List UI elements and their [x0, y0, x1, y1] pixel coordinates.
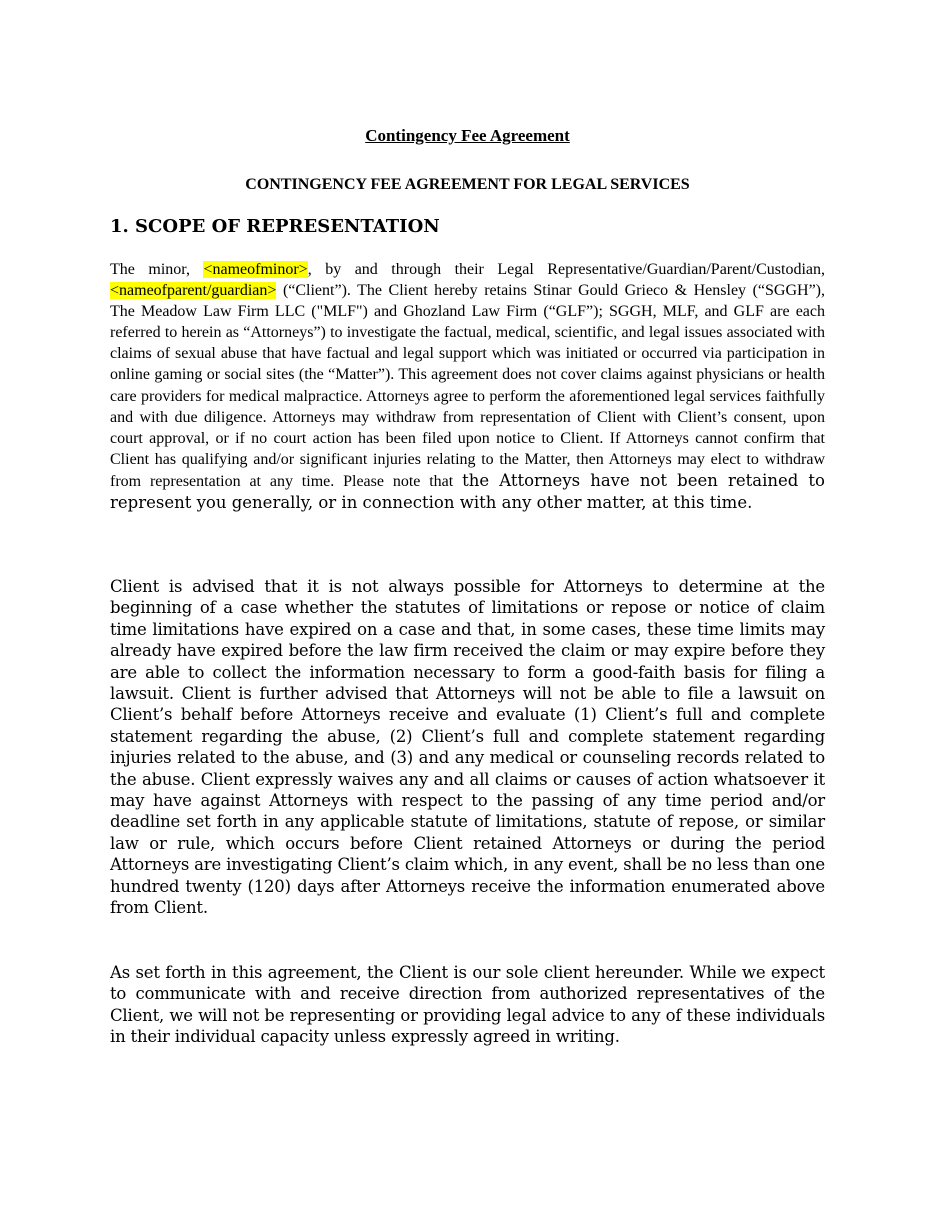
- paragraph-text: The minor,: [110, 261, 204, 278]
- paragraph-scope-intro: [110, 259, 825, 514]
- paragraph-text-retention-notice: the Attorneys have not been retained to represent you generally, or in connection with any other matter, at this time.: [110, 470, 825, 513]
- placeholder-name-of-guardian[interactable]: <nameofparent/guardian>: [110, 282, 277, 300]
- paragraph-text: (“Client”). The Client hereby retains Stinar Gould Grieco & Hensley (“SGGH”), The Meadow Law Firm LLC ("MLF") and Ghozland Law Firm (“GLF”); SGGH, MLF, and GLF are each referred to herein as “Attorneys”) to investigate the factual, medical, scientific, and legal issues associated with claims of sexual abuse that have factual and legal support which was initiated or occurred via participation in online gaming or social sites (the “Matter”). This agreement does not cover claims against physicians or health care providers for medical malpractice. Attorneys agree to perform the aforementioned legal services faithfully and with due diligence. Attorneys may withdraw from representation of Client with Client’s consent, upon court approval, or if no court action has been filed upon notice to Client. If Attorneys cannot confirm that Client has qualifying and/or significant injuries relating to the Matter, then Attorneys may elect to withdraw from representation at any time. Please note that: [110, 282, 825, 490]
- paragraph-text: , by and through their Legal Representative/Guardian/Parent/Custodian,: [307, 261, 825, 278]
- document-subtitle: CONTINGENCY FEE AGREEMENT FOR LEGAL SERVICES: [245, 176, 690, 193]
- section-heading-scope: 1. SCOPE OF REPRESENTATION: [110, 216, 440, 237]
- placeholder-name-of-minor[interactable]: <nameofminor>: [203, 261, 308, 278]
- paragraph-sole-client: As set forth in this agreement, the Client is our sole client hereunder. While we expect to communicate with and receive direction from authorized representatives of the Client, we will not be representing or providing legal advice to any of these individuals in their individual capacity unless expressly agreed in writing.: [110, 963, 825, 1047]
- paragraph-statute-of-limitations: Client is advised that it is not always possible for Attorneys to determine at the beginning of a case whether the statutes of limitations or repose or notice of claim time limitations have expired on a case and that, in some cases, these time limits may already have expired before the law firm received the claim or may expire before they are able to collect the information necessary to form a good-faith basis for filing a lawsuit. Client is further advised that Attorneys will not be able to file a lawsuit on Client’s behalf before Attorneys receive and evaluate (1) Client’s full and complete statement regarding the abuse, (2) Client’s full and complete statement regarding injuries related to the abuse, and (3) and any medical or counseling records related to the abuse. Client expressly waives any and all claims or causes of action whatsoever it may have against Attorneys with respect to the passing of any time period and/or deadline set forth in any applicable statute of limitations, statute of repose, or similar law or rule, which occurs before Client retained Attorneys or during the period Attorneys are investigating Client’s claim which, in any event, shall be no less than one hundred twenty (120) days after Attorneys receive the information enumerated above from Client.: [110, 577, 825, 918]
- document-title: Contingency Fee Agreement: [365, 126, 570, 145]
